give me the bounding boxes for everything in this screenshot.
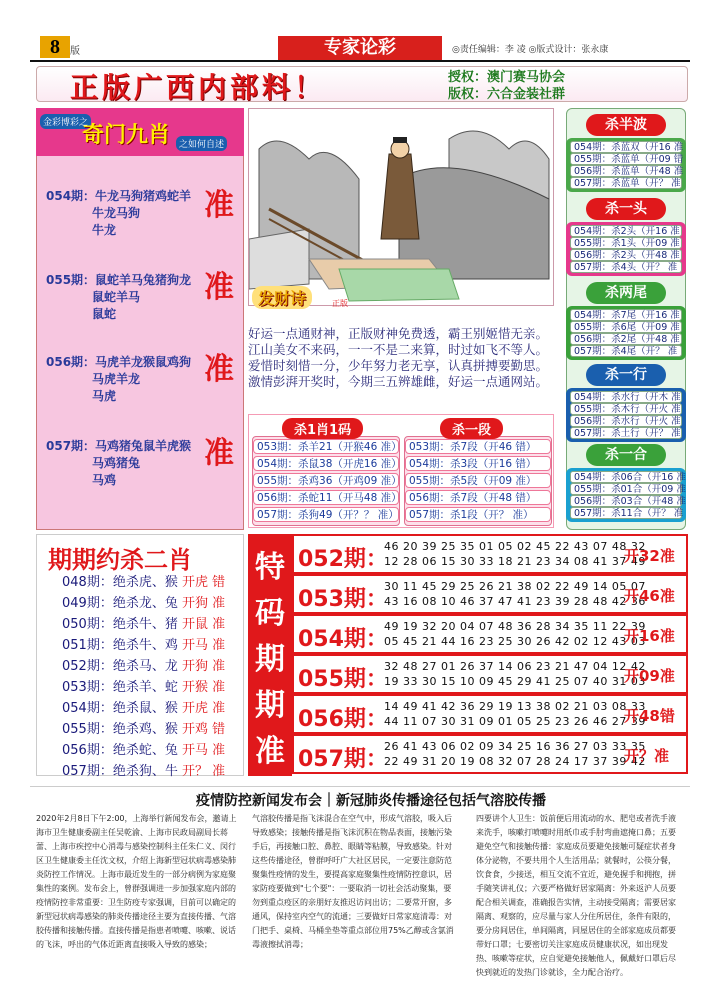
news-column: 四要讲个人卫生：饭前便后用流动的水、肥皂或者洗手液来洗手，咳嗽打喷嚏时用纸巾或手肘弯曲遮掩口鼻；五要避免空气和接触传播：家庭成员要避免接触可疑症状者身体分泌物，不要共用个人生活用品；就餐时，公筷分餐，饮食食，少接送，相互交流不宜近，避免握手和拥抱，拼手随笑讲礼仪；六要严格做好居家隔离：外来返沪人员要配合相关调查，准确报告实情，主动接受隔离；需要居家隔离、观察的，应尽量与家人分住所居住，条件有限的，要分房间居住，单间隔离，同屋居住的全部家庭成员都要带好口罩；七要密切关注家庭成员健康状况，如出现发热、咳嗽等症状，应自觉避免接触他人，佩戴好口罩后尽快到就近的发热门诊就诊，全力配合治疗。 (476, 814, 676, 977)
kill-row: 056期：杀7段（开48 错） (405, 490, 551, 505)
qimen-item: 057期：马鸡猪兔鼠羊虎猴 马鸡猪兔 马鸡 (46, 439, 192, 487)
tema-result: 开32准 (624, 547, 675, 565)
tema-numbers: 32 48 27 01 26 37 14 06 23 21 47 04 12 42 19 33 30 15 10 09 45 29 41 25 07 40 31 03 (384, 660, 646, 688)
column-title: 专家论彩 (278, 36, 442, 60)
tema-row (292, 614, 688, 654)
scholar-illustration (249, 109, 553, 305)
tema-row (292, 694, 688, 734)
banner-title: 正版广西内部料！ (70, 71, 327, 104)
liangwei-row: 057期：杀4尾（开？ 准 (570, 345, 682, 357)
yitou-row: 056期：杀2头（开48 准 (570, 249, 682, 261)
liangwei-title: 杀两尾 (586, 282, 666, 304)
tema-result: 开48错 (624, 707, 675, 725)
banbo-title: 杀半波 (586, 114, 666, 136)
zhun-mark: 准 (204, 352, 234, 387)
banbo-row: 055期：杀蓝单（开09 错 (570, 153, 682, 165)
tema-result: 开？准 (624, 747, 670, 765)
qimen-tag: 之如何自述 (176, 136, 227, 151)
yitou-title: 杀一头 (586, 198, 666, 220)
kill-left-title: 杀1肖1码 (282, 418, 363, 439)
tema-issue: 052期： (298, 547, 388, 572)
kill-row: 054期：杀鼠38（开虎16 准） (253, 456, 399, 471)
yihe-row: 054期：杀06合（开16 准 (570, 471, 682, 483)
qq-row: 048期：绝杀虎、猴 开虎 错 (62, 575, 226, 590)
tema-row (292, 534, 688, 574)
qq-row: 052期：绝杀马、龙 开狗 准 (62, 659, 226, 674)
qimen-item: 055期：鼠蛇羊马兔猪狗龙 鼠蛇羊马 鼠蛇 (46, 273, 192, 321)
tema-issue: 054期： (298, 627, 388, 652)
zhun-mark: 准 (204, 188, 234, 223)
yitou-row: 055期：杀1头（开09 准 (570, 237, 682, 249)
banner-authorization: 授权：澳门赛马协会 (448, 70, 566, 85)
news-title: 疫情防控新闻发布会｜新冠肺炎传播途径包括气溶胶传播 (196, 793, 546, 809)
liangwei-row: 055期：杀6尾（开09 准 (570, 321, 682, 333)
qq-row: 055期：绝杀鸡、猴 开鸡 错 (62, 722, 226, 737)
qq-row: 049期：绝杀龙、兔 开狗 准 (62, 596, 226, 611)
yihe-row: 057期：杀11合（开？ 准 (570, 507, 682, 519)
kill-right-title: 杀一段 (440, 418, 503, 439)
tema-numbers: 46 20 39 25 35 01 05 02 45 22 43 07 48 32 12 28 06 15 30 33 18 21 23 34 08 41 37 49 (384, 540, 646, 568)
qq-row: 051期：绝杀牛、鸡 开马 准 (62, 638, 226, 653)
qq-row: 050期：绝杀牛、猪 开鼠 准 (62, 617, 226, 632)
zhun-mark: 准 (204, 270, 234, 305)
tema-issue: 055期： (298, 667, 388, 692)
tema-side-char: 期 (255, 642, 285, 677)
tema-side-char: 期 (255, 688, 285, 723)
tema-row (292, 654, 688, 694)
qimen-tag: 金彩博彩之 (40, 114, 91, 129)
banbo-row: 054期：杀蓝双（开16 准 (570, 141, 682, 153)
header-rule (30, 60, 690, 62)
tema-issue: 056期： (298, 707, 388, 732)
qq-title: 期期约杀二肖 (48, 546, 192, 574)
qq-row: 053期：绝杀羊、蛇 开猴 准 (62, 680, 226, 695)
kill-row: 053期：杀羊21（开猴46 准） (253, 439, 399, 454)
news-column: 气溶胶传播是指飞沫混合在空气中，形成气溶胶，吸入后导致感染；接触传播是指飞沫沉积在物品表面，接触污染手后，再接触口腔、鼻腔、眼睛等粘膜，导致感染。针对这些传播途径，曾群呼吁广大社区居民，一定要注意防范聚集性疫情的发生，要提高家庭聚集性疫情防控意识，居家防疫要做到"七个要"：一要取消一切社会活动聚集，要勿到重点疫区的亲朋好友推迟访问出访；二要常开窗，多通风，保持室内空气的流通；三要做好日常家庭清毒：对门把手、桌椅、马桶坐垫等重点部位用75%乙醇或含氯消毒液擦拭消毒； (252, 814, 454, 949)
qq-row: 056期：绝杀蛇、兔 开马 准 (62, 743, 226, 758)
news-column: 2020年2月8日下午2:00，上海举行新闻发布会，邀请上海市卫生健康委副主任吴乾渝、上海市民政局副局长蒋蕾、上海市疾控中心消毒与感染控制科主任朱仁义、闵行区卫生健康委主任沈文权，介绍上海新型冠状病毒感染肺炎防控工作情况。上海市最近发生的一部分病例为家庭聚集性的案例。发布会上，曾群强调进一步加强家庭内部的疫情防控非常重要：卫生防疫专家强调，目前可以确定的新型冠状病毒感染的肺炎传播途径主要为直接传播、气溶胶传播和接触传播。直接传播是指患者喷嚏、咳嗽、说话的飞沫，呼出的气体近距离直接吸入导致的感染； (36, 814, 237, 949)
liangwei-row: 056期：杀2尾（开48 准 (570, 333, 682, 345)
poem-label: 发财诗 (252, 286, 312, 309)
tema-side-char: 码 (255, 596, 285, 631)
yitou-row: 057期：杀4头（开？ 准 (570, 261, 682, 273)
tema-row (292, 734, 688, 774)
tema-numbers: 49 19 32 20 04 07 48 36 28 34 35 11 22 39 05 45 21 44 16 23 25 30 26 42 02 12 43 03 (384, 620, 646, 648)
yihe-row: 056期：杀03合（开48 准 (570, 495, 682, 507)
tema-numbers: 30 11 45 29 25 26 21 38 02 22 49 14 05 07 43 16 08 10 46 37 47 41 23 39 28 48 42 36 (384, 580, 646, 608)
qimen-item: 056期：马虎羊龙猴鼠鸡狗 马虎羊龙 马虎 (46, 355, 192, 403)
kill-row: 055期：杀鸡36（开鸡09 准） (253, 473, 399, 488)
zhun-mark: 准 (204, 436, 234, 471)
tema-row (292, 574, 688, 614)
qimen-title: 奇门九肖 (82, 123, 171, 148)
yihang-row: 055期：杀木行（开火 准 (570, 403, 682, 415)
illustration-frame (248, 108, 554, 306)
yihe-title: 杀一合 (586, 444, 666, 466)
yihang-title: 杀一行 (586, 364, 666, 386)
poem-text: 好运一点通财神，正版财神免费透，霸王别姬惜无亲。 江山美女不来码，一一不是二来算，时过如飞不等人。 爱惜时刻惜一分，少年努力老无享，认真拼搏要勤思。 激情彭湃开奖时，今期三五辨雄雌，好运一点通网站。 (248, 326, 549, 389)
tema-side-char: 特 (255, 550, 285, 585)
editors-credit: ◎责任编辑：李 凌 ◎版式设计：张永康 (452, 45, 609, 55)
banner-copyright: 版权：六合金装社群 (448, 87, 566, 102)
kill-row: 053期：杀7段（开46 错） (405, 439, 551, 454)
tema-numbers: 26 41 43 06 02 09 34 25 16 36 27 03 33 35 22 49 31 20 19 08 32 07 28 24 17 37 39 42 (384, 740, 646, 768)
yihang-row: 057期：杀土行（开？ 准 (570, 427, 682, 439)
liangwei-row: 054期：杀7尾（开16 准 (570, 309, 682, 321)
yitou-row: 054期：杀2头（开16 准 (570, 225, 682, 237)
yihang-row: 056期：杀水行（开火 准 (570, 415, 682, 427)
tema-result: 开46准 (624, 587, 675, 605)
kill-row: 054期：杀3段（开16 错） (405, 456, 551, 471)
tema-result: 开09准 (624, 667, 675, 685)
tema-issue: 057期： (298, 747, 388, 772)
qq-row: 054期：绝杀鼠、猴 开虎 准 (62, 701, 226, 716)
kill-row: 057期：杀1段（开？ 准） (405, 507, 551, 522)
page-suffix: 版 (70, 46, 80, 57)
tema-result: 开16准 (624, 627, 675, 645)
kill-row: 055期：杀5段（开09 准） (405, 473, 551, 488)
yihang-row: 054期：杀水行（开木 准 (570, 391, 682, 403)
qimen-item: 054期：牛龙马狗猪鸡蛇羊 牛龙马狗 牛龙 (46, 189, 192, 237)
banbo-row: 056期：杀蓝单（开48 准 (570, 165, 682, 177)
tema-issue: 053期： (298, 587, 388, 612)
page-number: 8 (40, 36, 70, 58)
banbo-row: 057期：杀蓝单（开？ 准 (570, 177, 682, 189)
poem-label-tag: 正版 (332, 299, 348, 308)
qq-row: 057期：绝杀狗、牛 开？ 准 (62, 764, 226, 779)
tema-numbers: 14 49 41 42 36 29 19 13 38 02 21 03 08 33 44 11 07 30 31 09 01 05 25 23 26 46 27 39 (384, 700, 646, 728)
yihe-row: 055期：杀01合（开09 准 (570, 483, 682, 495)
kill-row: 057期：杀狗49（开？？ 准） (253, 507, 399, 522)
tema-side-char: 准 (255, 734, 285, 769)
kill-row: 056期：杀蛇11（开马48 准） (253, 490, 399, 505)
